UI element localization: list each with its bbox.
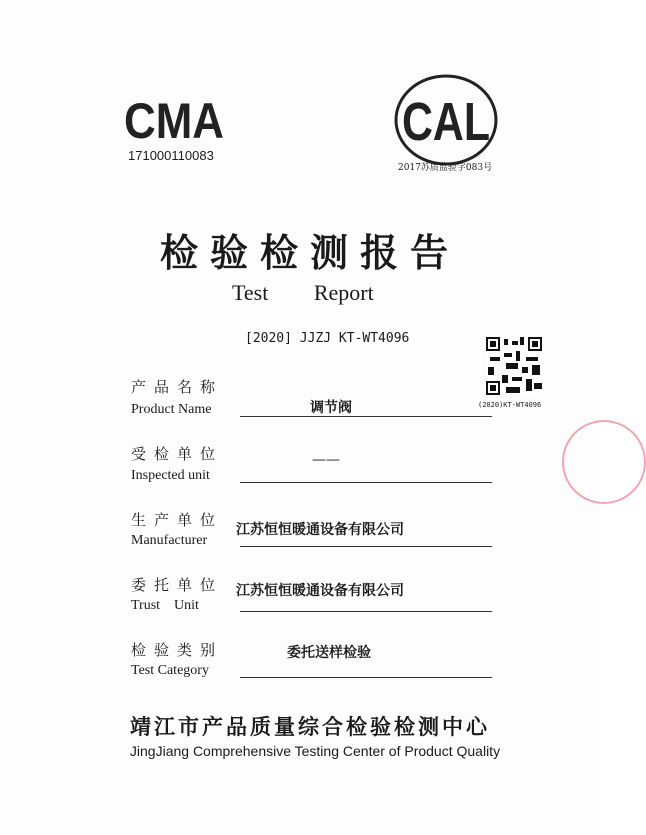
underline <box>240 546 492 547</box>
title-cn: 检验检测报告 <box>159 230 460 275</box>
label-cn: 产品名称 <box>131 378 224 396</box>
label-cn: 受检单位 <box>131 445 224 463</box>
field-value: 江苏恒恒暖通设备有限公司 <box>236 522 404 538</box>
underline <box>240 677 492 678</box>
field-value: 江苏恒恒暖通设备有限公司 <box>236 583 404 599</box>
label-cn: 生产单位 <box>131 511 224 529</box>
cal-number: 2017苏质监验字083号 <box>398 163 493 173</box>
underline <box>240 611 492 612</box>
report-number: [2020] JJZJ KT-WT4096 <box>245 331 410 346</box>
qr-code <box>486 337 542 395</box>
field-value: 委托送样检验 <box>287 645 371 661</box>
issuer-name-cn: 靖江市产品质量综合检验检测中心 <box>130 714 490 739</box>
cal-logo-text: CAL <box>402 92 490 152</box>
field-value: 调节阀 <box>310 400 352 416</box>
title-en: Test Report <box>232 280 374 305</box>
qr-caption: (2020)KT-WT4096 <box>478 401 542 409</box>
underline <box>240 416 492 417</box>
label-cn: 检验类别 <box>131 641 224 659</box>
label-en: Trust Unit <box>131 598 199 613</box>
field-value: —— <box>312 452 340 468</box>
red-seal-stamp <box>562 420 646 504</box>
cal-logo <box>392 72 500 172</box>
cma-logo <box>122 92 226 147</box>
cma-number: 171000110083 <box>128 148 214 163</box>
cma-logo-text: CMA <box>124 93 224 149</box>
issuer-name-en: JingJiang Comprehensive Testing Center of Product Quality <box>129 743 501 759</box>
label-en: Inspected unit <box>131 468 210 483</box>
label-cn: 委托单位 <box>131 576 224 594</box>
underline <box>240 482 492 483</box>
label-en: Product Name <box>131 402 212 417</box>
label-en: Manufacturer <box>131 533 208 548</box>
label-en: Test Category <box>131 663 209 678</box>
